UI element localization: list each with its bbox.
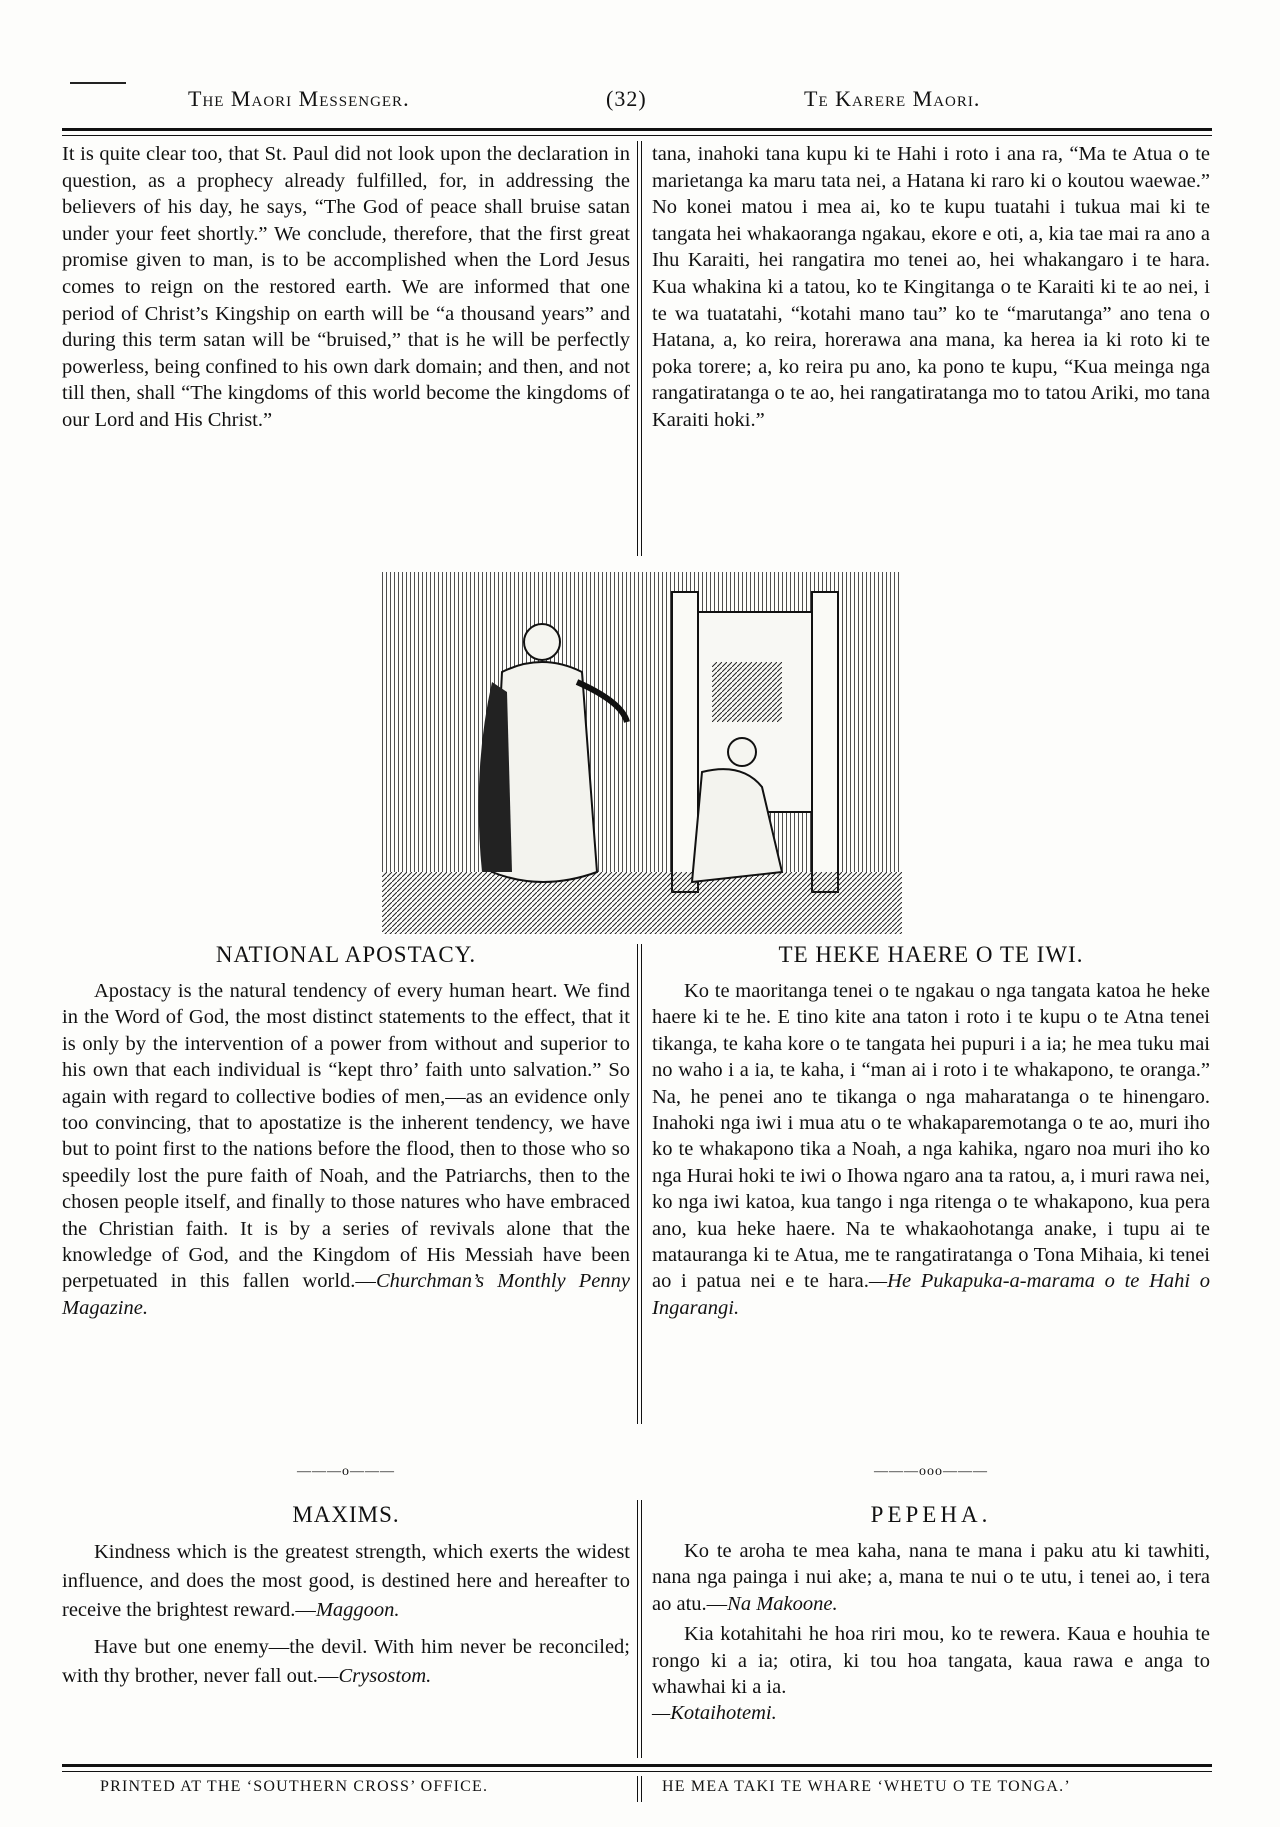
pepeha-body: [652, 1538, 1210, 1727]
maxims-body: [62, 1538, 630, 1691]
pepeha-2-text: Kia kotahitahi he hoa riri mou, ko te rewera. Kaua e houhia te rongo ki a ia; otira, ki tou hoa tangata, kaua rawa e anga to whawhai ki a ia.: [652, 1623, 1210, 1699]
header-rule: [62, 128, 1212, 131]
te-heke-body: [652, 978, 1210, 1321]
column-divider-middle: [637, 944, 642, 1424]
column-divider-top: [637, 141, 642, 556]
footer-rule: [62, 1764, 1212, 1767]
page-header: [0, 82, 1280, 122]
header-dash: [70, 82, 126, 84]
top-right-paragraph: tana, inahoki tana kupu ki te Hahi i roto i ana ra, “Ma te Atua o te marietanga ka maru tata nei, a Hatana ki raro ki o koutou waewae.” No konei matou i mea ai, ko te kupu tuatahi i tukua mai ki te tangata hei whakaoranga ngakau, ekore e oti, a, kia tae mai ra ano a Ihu Karaiti, hei rangatira mo tenei ao, hei whakangaro i te hara. Kua whakina ki a tatou, ko te Kingitanga o te Karaiti ki te ao nei, i te wa tuatatahi, “kotahi mano tau” ko te “marutanga” ano tena o Hatana, a, ko reira, horerawa ana mana, ka herea ia ki roto ki te poka torere; a, ko reira pu ano, ka pono te kupu, “Kua meinga nga rangatiratanga o te ao, hei rangatiratanga mo to tatou Ariki, mo tana Karaiti hoki.”: [652, 143, 1210, 431]
footer-divider: [637, 1776, 642, 1802]
maxim-2-text: Have but one enemy—the devil. With him never be reconciled; with thy brother, never fall out.—: [62, 1636, 630, 1687]
national-apostacy-title: NATIONAL APOSTACY.: [215, 942, 477, 967]
te-heke-text: Ko te maoritanga tenei o te ngakau o nga tangata katoa he heke haere ki te he. E tino kite ana taton i roto i te kupu o te Atna tenei tikanga, te kaha kore o te tangata hei pupuri i a ia; he mea tuku mai no waho i a ia, te kaha, i “man ai i roto i te whakapono, te oranga.” Na, he penei ano te tikanga o nga maharatanga o te hinengaro. Inahoki nga iwi i mua atu o te whakaparemotanga o te ao, muri iho ko te whakapono tika a Noah, a nga kahika, ngaro noa muri iho ko nga Hurai hoki te iwi o Ihowa ngaro ana ta ratou, a, i muri rawa nei, ko nga iwi katoa, kua tango i nga ritenga o te whakapono, kua pera ano, kua heke haere. Na te whakaohotanga anake, i tupu ai te matauranga ki te Atua, me te rangatiratanga o Tona Mihaia, ki tenei ao i patua nei e te hara.: [652, 980, 1210, 1293]
header-title-english: The Maori Messenger.: [188, 86, 410, 111]
distant-building: [712, 662, 782, 722]
footer-printer-english: PRINTED AT THE ‘SOUTHERN CROSS’ OFFICE.: [100, 1778, 489, 1795]
maxims-title: MAXIMS.: [292, 1502, 400, 1527]
maxim-1-source: Maggoon.: [315, 1599, 400, 1621]
pepeha-1-source: Na Makoone.: [727, 1592, 838, 1615]
woodcut-illustration: [382, 572, 902, 934]
pepeha-title: PEPEHA.: [870, 1502, 992, 1527]
te-heke-title: TE HEKE HAERE O TE IWI.: [778, 942, 1084, 967]
maxim-2-source: Crysostom.: [338, 1665, 432, 1687]
te-heke-source: —He Pukapuka-a-marama o te Hahi o Ingarangi.: [652, 1270, 1211, 1319]
page-number: (32): [606, 86, 647, 111]
floor: [382, 872, 902, 934]
pillar-right: [812, 592, 838, 892]
top-left-paragraph: It is quite clear too, that St. Paul did not look upon the declaration in question, as a prophecy already fulfilled, for, in addressing the believers of his day, he says, “The God of peace shall bruise satan under your feet shortly.” We conclude, therefore, that the first great promise given to man, is to be accomplished when the Lord Jesus comes to reign on the restored earth. We are informed that one period of Christ’s Kingship on earth will be “a thousand years” and during this term satan will be “bruised,” that is he will be perfectly powerless, being confined to his own dark domain; and then, and not till then, shall “The kingdoms of this world become the kingdoms of our Lord and His Christ.”: [62, 143, 630, 431]
footer-rule-thin: [62, 1771, 1212, 1772]
separator-right: ———ooo———: [874, 1464, 988, 1479]
header-title-maori: Te Karere Maori.: [804, 86, 981, 111]
maxim-1-text: Kindness which is the greatest strength, which exerts the widest influence, and does the most good, is destined here and hereafter to receive the brightest reward.—: [62, 1541, 630, 1621]
pepeha-2-source: —Kotaihotemi.: [652, 1702, 777, 1725]
national-apostacy-text: Apostacy is the natural tendency of every human heart. We find in the Word of God, the most distinct statements to the effect, that it is only by the intervention of a power from without and superior to his own that each individual is “kept thro’ faith unto salvation.” So again with regard to collective bodies of men,—as an evidence only too convincing, that to apostatize is the inherent tendency, we have but to point first to the nations before the flood, then to those who so speedily lost the pure faith of Noah, and the Patriarchs, then to the chosen people itself, and finally to those natures who have embraced the Christian faith. It is by a series of revivals alone that the knowledge of God, and the Kingdom of His Messiah have been perpetuated in this fallen world.—: [62, 980, 630, 1293]
pillar-left: [672, 592, 698, 892]
header-rule-thin: [62, 135, 1212, 136]
pepeha-1-text: Ko te aroha te mea kaha, nana te mana i paku atu ki tawhiti, nana nga painga i nui ake; a, mana te nui o te utu, i tenei ao, i tera ao atu.—: [652, 1540, 1210, 1615]
footer-printer-maori: HE MEA TAKI TE WHARE ‘WHETU O TE TONGA.’: [662, 1778, 1071, 1795]
separator-left: ———o———: [297, 1464, 395, 1479]
national-apostacy-body: [62, 978, 630, 1321]
national-apostacy-source: Churchman’s Monthly Penny Magazine.: [62, 1270, 630, 1319]
column-divider-bottom: [637, 1500, 642, 1758]
